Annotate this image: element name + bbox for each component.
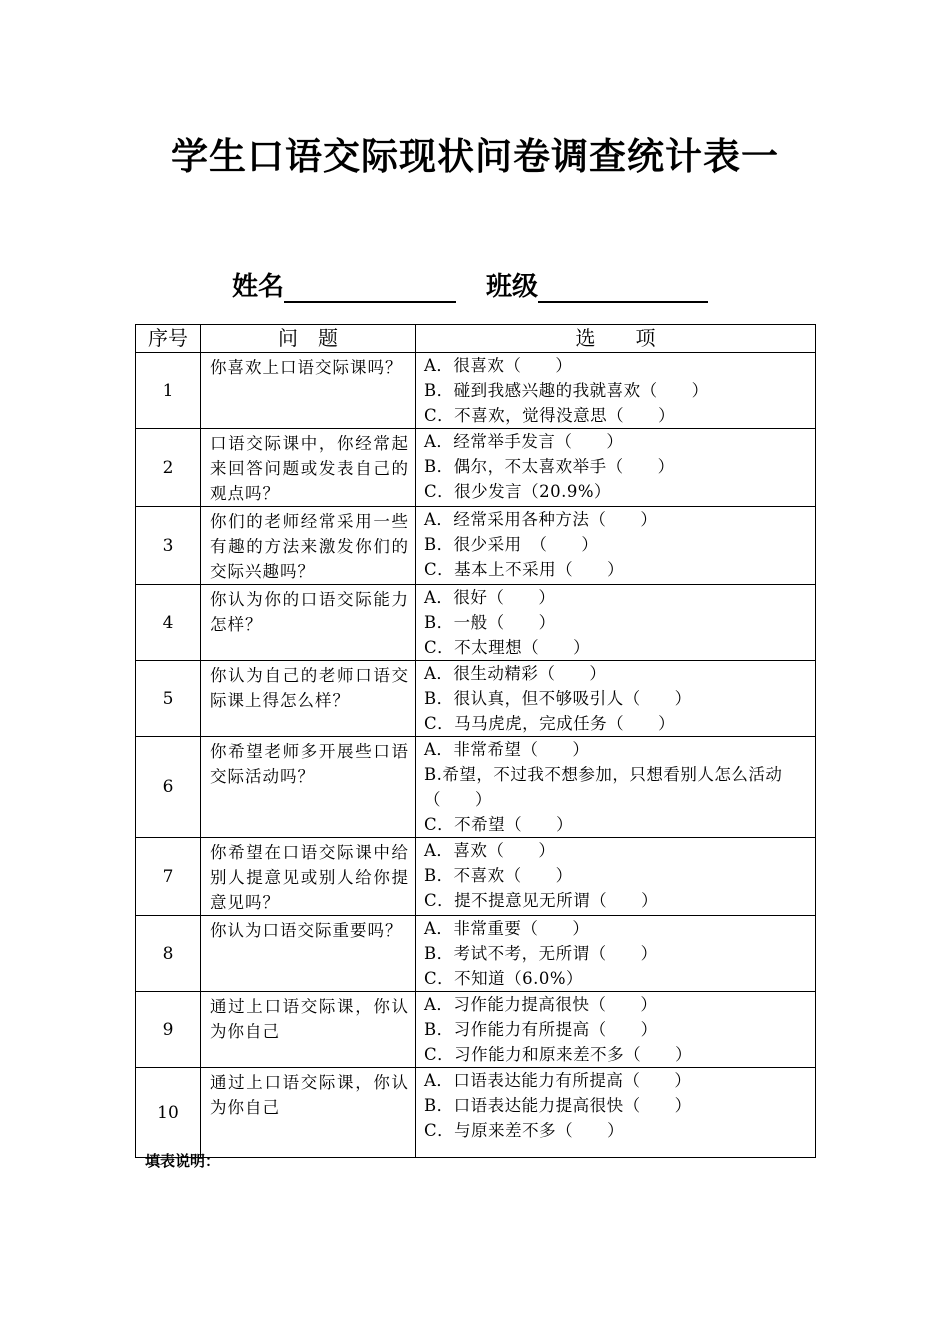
option-item[interactable]: A．经常采用各种方法（ ） (424, 510, 658, 529)
class-blank-field[interactable] (538, 271, 708, 303)
table-row (136, 429, 816, 507)
option-item[interactable]: A．习作能力提高很快（ ） (424, 995, 658, 1014)
options-cell (416, 507, 816, 585)
option-item[interactable]: B．很认真，但不够吸引人（ ） (424, 689, 692, 708)
header-question: 问 题 (201, 325, 416, 353)
option-item[interactable]: A．非常重要（ ） (424, 919, 590, 938)
name-class-line (232, 266, 708, 303)
table-row (136, 916, 816, 992)
option-item[interactable]: A．很喜欢（ ） (424, 356, 573, 375)
question-text: 通过上口语交际课，你认为你自己 (201, 1068, 416, 1158)
option-item[interactable]: C．马马虎虎，完成任务（ ） (424, 714, 676, 733)
table-row (136, 1068, 816, 1158)
name-label: 姓名 (232, 272, 285, 302)
option-item[interactable]: A．喜欢（ ） (424, 841, 556, 860)
question-text: 你喜欢上口语交际课吗？ (201, 353, 416, 429)
option-item[interactable]: C．不知道（6.0%） (424, 969, 584, 988)
table-row (136, 838, 816, 916)
row-number: 3 (136, 507, 201, 585)
option-item[interactable]: C．习作能力和原来差不多（ ） (424, 1045, 693, 1064)
question-text: 你希望老师多开展些口语交际活动吗？ (201, 737, 416, 838)
option-item[interactable]: A．口语表达能力有所提高（ ） (424, 1071, 692, 1090)
question-text: 你希望在口语交际课中给别人提意见或别人给你提意见吗？ (201, 838, 416, 916)
options-cell (416, 1068, 816, 1158)
row-number: 1 (136, 353, 201, 429)
option-item[interactable]: B．习作能力有所提高（ ） (424, 1020, 658, 1039)
table-header-row (136, 325, 816, 353)
option-item[interactable]: B．一般（ ） (424, 613, 556, 632)
option-item[interactable]: C．与原来差不多（ ） (424, 1121, 625, 1140)
question-text: 你认为口语交际重要吗？ (201, 916, 416, 992)
option-item[interactable]: B．不喜欢（ ） (424, 866, 573, 885)
option-item[interactable]: A．很好（ ） (424, 588, 556, 607)
options-cell (416, 661, 816, 737)
option-item[interactable]: B．偶尔，不太喜欢举手（ ） (424, 457, 675, 476)
options-cell (416, 353, 816, 429)
option-item[interactable]: A．非常希望（ ） (424, 740, 590, 759)
row-number: 6 (136, 737, 201, 838)
option-item[interactable]: C．很少发言（20.9%） (424, 482, 612, 501)
table-row (136, 353, 816, 429)
option-item[interactable]: B.希望，不过我不想参加，只想看别人怎么活动（ ） (424, 765, 783, 809)
options-cell (416, 585, 816, 661)
option-item[interactable]: B．很少采用 （ ） (424, 535, 599, 554)
table-row (136, 992, 816, 1068)
row-number: 9 (136, 992, 201, 1068)
options-cell (416, 916, 816, 992)
option-item[interactable]: C．不太理想（ ） (424, 638, 591, 657)
option-item[interactable]: C．不希望（ ） (424, 815, 574, 834)
row-number: 5 (136, 661, 201, 737)
header-options: 选 项 (416, 325, 816, 353)
question-text: 你认为自己的老师口语交际课上得怎么样？ (201, 661, 416, 737)
options-cell (416, 429, 816, 507)
class-label: 班级 (486, 272, 539, 302)
question-text: 你们的老师经常采用一些有趣的方法来激发你们的交际兴趣吗？ (201, 507, 416, 585)
fill-instructions: 填表说明： (145, 1152, 221, 1170)
option-item[interactable]: A．经常举手发言（ ） (424, 432, 624, 451)
option-item[interactable]: A．很生动精彩（ ） (424, 664, 607, 683)
option-item[interactable]: C．不喜欢，觉得没意思（ ） (424, 406, 676, 425)
option-item[interactable]: B．碰到我感兴趣的我就喜欢（ ） (424, 381, 709, 400)
table-row (136, 585, 816, 661)
table-row (136, 737, 816, 838)
page-title: 学生口语交际现状问卷调查统计表一 (171, 135, 779, 178)
question-text: 口语交际课中，你经常起来回答问题或发表自己的观点吗？ (201, 429, 416, 507)
question-text: 通过上口语交际课，你认为你自己 (201, 992, 416, 1068)
options-cell (416, 838, 816, 916)
name-blank-field[interactable] (284, 271, 456, 303)
row-number: 2 (136, 429, 201, 507)
row-number: 7 (136, 838, 201, 916)
row-number: 10 (136, 1068, 201, 1158)
options-cell (416, 737, 816, 838)
header-num: 序号 (136, 325, 201, 353)
row-number: 4 (136, 585, 201, 661)
table-row (136, 507, 816, 585)
option-item[interactable]: C．提不提意见无所谓（ ） (424, 891, 659, 910)
options-cell (416, 992, 816, 1068)
option-item[interactable]: B．考试不考，无所谓（ ） (424, 944, 658, 963)
option-item[interactable]: C．基本上不采用（ ） (424, 560, 625, 579)
table-body (136, 353, 816, 1158)
row-number: 8 (136, 916, 201, 992)
question-text: 你认为你的口语交际能力怎样？ (201, 585, 416, 661)
table-row (136, 661, 816, 737)
survey-table (135, 324, 816, 1158)
option-item[interactable]: B．口语表达能力提高很快（ ） (424, 1096, 692, 1115)
